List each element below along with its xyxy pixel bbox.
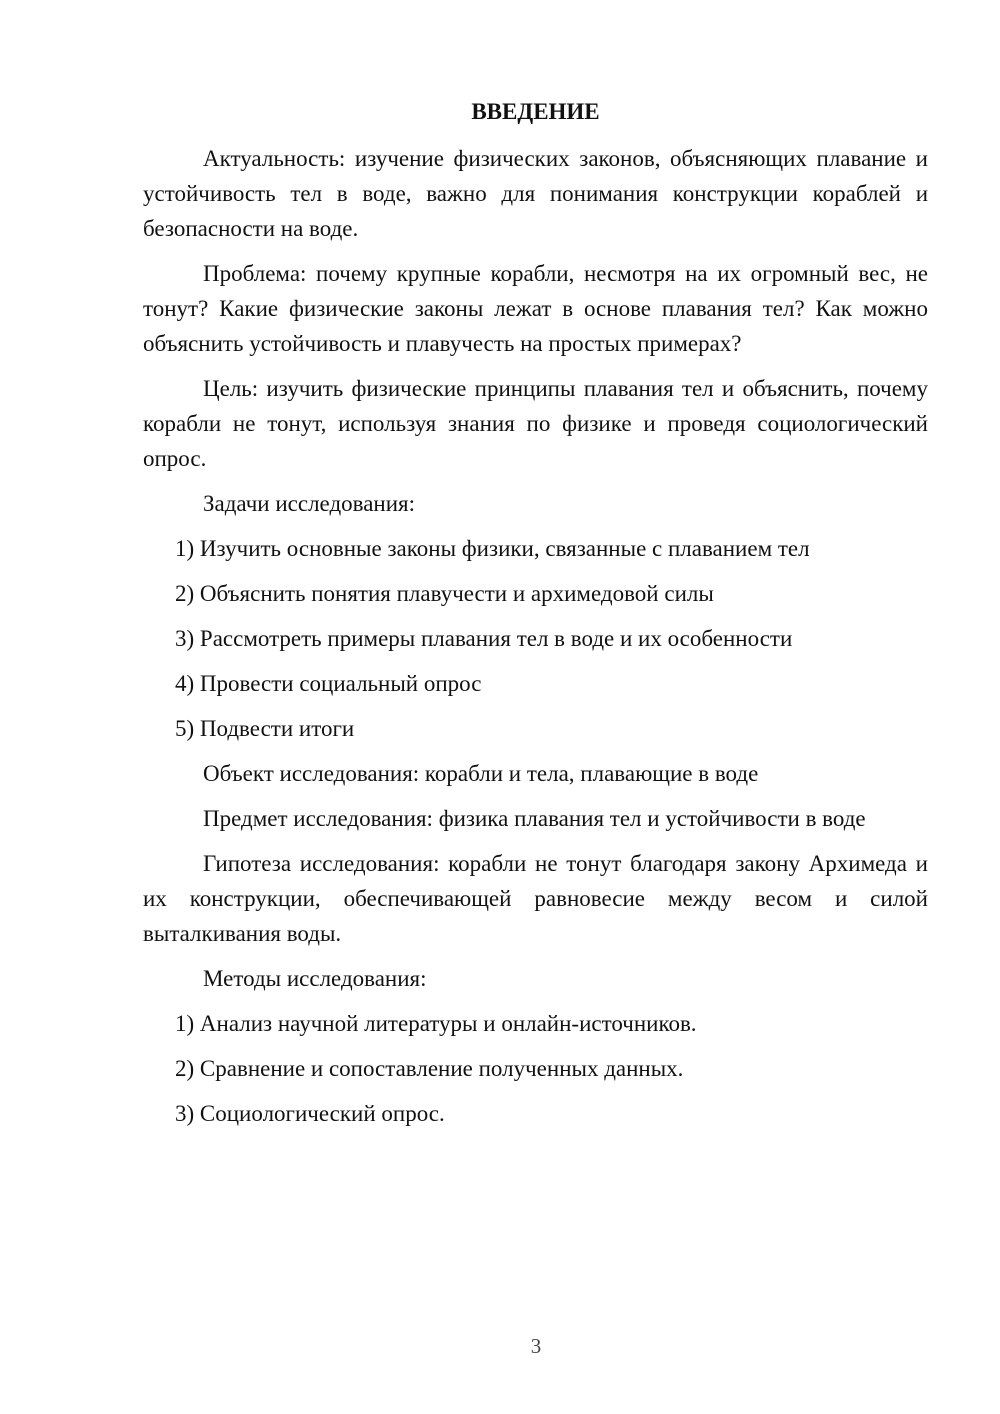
task-item: 4) Провести социальный опрос: [175, 671, 482, 696]
object-paragraph: Объект исследования: корабли и тела, плавающие в воде: [203, 761, 759, 786]
subject-paragraph: Предмет исследования: физика плавания тел и устойчивости в воде: [203, 806, 866, 831]
method-item: 1) Анализ научной литературы и онлайн-источников.: [175, 1011, 697, 1036]
tasks-list: [143, 531, 928, 746]
section-title: ВВЕДЕНИЕ: [471, 99, 600, 124]
methods-heading: Методы исследования:: [203, 966, 427, 991]
methods-list: [143, 1006, 928, 1131]
method-item: 3) Социологический опрос.: [175, 1101, 445, 1126]
problem-paragraph: Проблема: почему крупные корабли, несмотря на их огромный вес, не тонут? Какие физические законы лежат в основе плавания тел? Как можно объяснить устойчивость и плавучесть на простых примерах?: [143, 261, 928, 356]
page-content: [143, 94, 928, 1141]
relevance-paragraph: Актуальность: изучение физических законов, объясняющих плавание и устойчивость тел в воде, важно для понимания конструкции кораблей и безопасности на воде.: [143, 146, 928, 241]
goal-paragraph: Цель: изучить физические принципы плавания тел и объяснить, почему корабли не тонут, используя знания по физике и проведя социологический опрос.: [143, 376, 928, 471]
task-item: 5) Подвести итоги: [175, 716, 355, 741]
tasks-heading: Задачи исследования:: [203, 491, 416, 516]
page-number: 3: [530, 1334, 542, 1358]
method-item: 2) Сравнение и сопоставление полученных данных.: [175, 1056, 684, 1081]
hypothesis-paragraph: Гипотеза исследования: корабли не тонут благодаря закону Архимеда и их конструкции, обеспечивающей равновесие между весом и силой выталкивания воды.: [143, 851, 928, 946]
task-item: 1) Изучить основные законы физики, связанные с плаванием тел: [175, 536, 810, 561]
task-item: 3) Рассмотреть примеры плавания тел в воде и их особенности: [175, 626, 793, 651]
task-item: 2) Объяснить понятия плавучести и архимедовой силы: [175, 581, 714, 606]
